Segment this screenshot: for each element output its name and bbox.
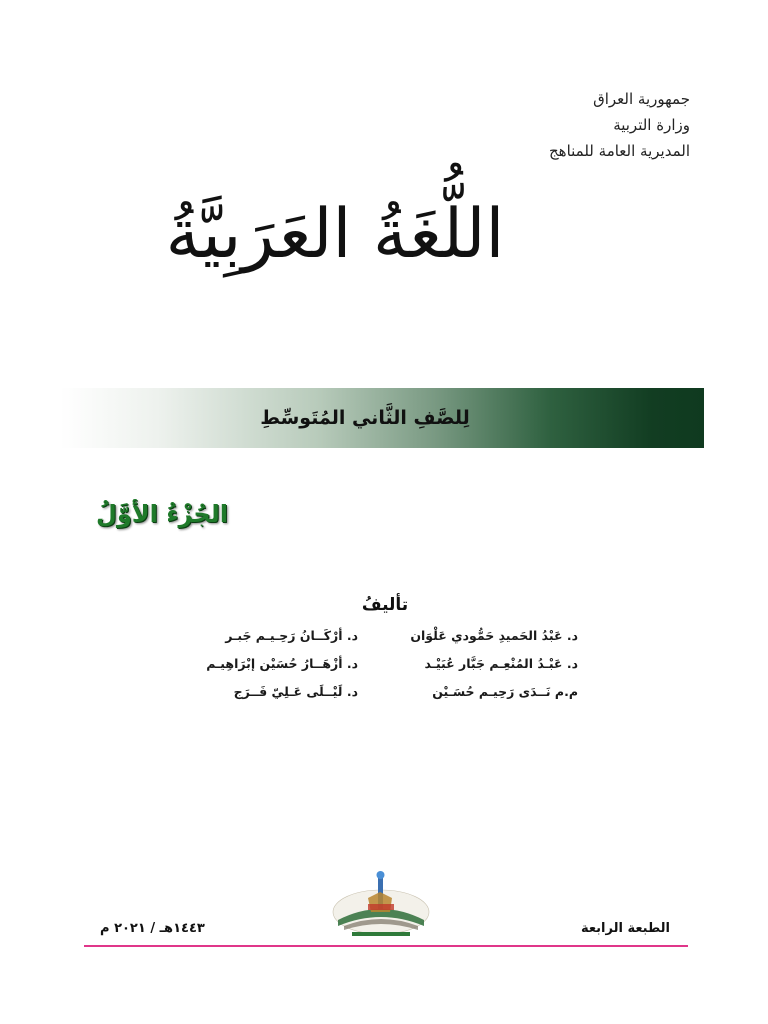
footer-divider (84, 945, 688, 947)
author-name: د. عَبْـدُ المُنْعِـم جَبَّار عُبَيْـد (424, 656, 578, 671)
publication-year: ١٤٤٣هـ / ٢٠٢١ م (100, 921, 205, 936)
book-title: اللُّغَةُ العَرَبِيَّةُ (165, 195, 505, 274)
directorate-name: المديرية العامة للمناهج (548, 142, 690, 160)
issuing-authority (549, 86, 690, 164)
edition-label: الطبعة الرابعة (580, 921, 670, 936)
ministry-emblem-logo (328, 868, 434, 940)
authorship-heading: تأليفُ (361, 595, 409, 615)
country-name: جمهورية العراق (593, 90, 690, 108)
authors-left-column (193, 622, 358, 706)
author-name: د. أرْكَــانُ رَحِـيـم جَبـر (225, 628, 358, 643)
author-name: د. لَيْــلَى عَـلِيّ فَــرَج (233, 684, 358, 699)
author-name: د. عَبْدُ الحَميدِ حَمُّودي عَلْوَان (410, 628, 578, 643)
part-label: الجُزْءُ الأوَّلُ (96, 500, 228, 528)
author-name: م.م نَــدَى رَحِيـم حُسَـيْن (432, 684, 578, 699)
grade-label: لِلصَّفِ الثَّاني المُتَوسِّطِ (260, 407, 470, 429)
authors-right-column (398, 622, 578, 706)
author-name: د. أزْهَــارُ حُسَيْن إبْرَاهِيـم (206, 656, 358, 671)
ministry-name: وزارة التربية (613, 116, 690, 134)
